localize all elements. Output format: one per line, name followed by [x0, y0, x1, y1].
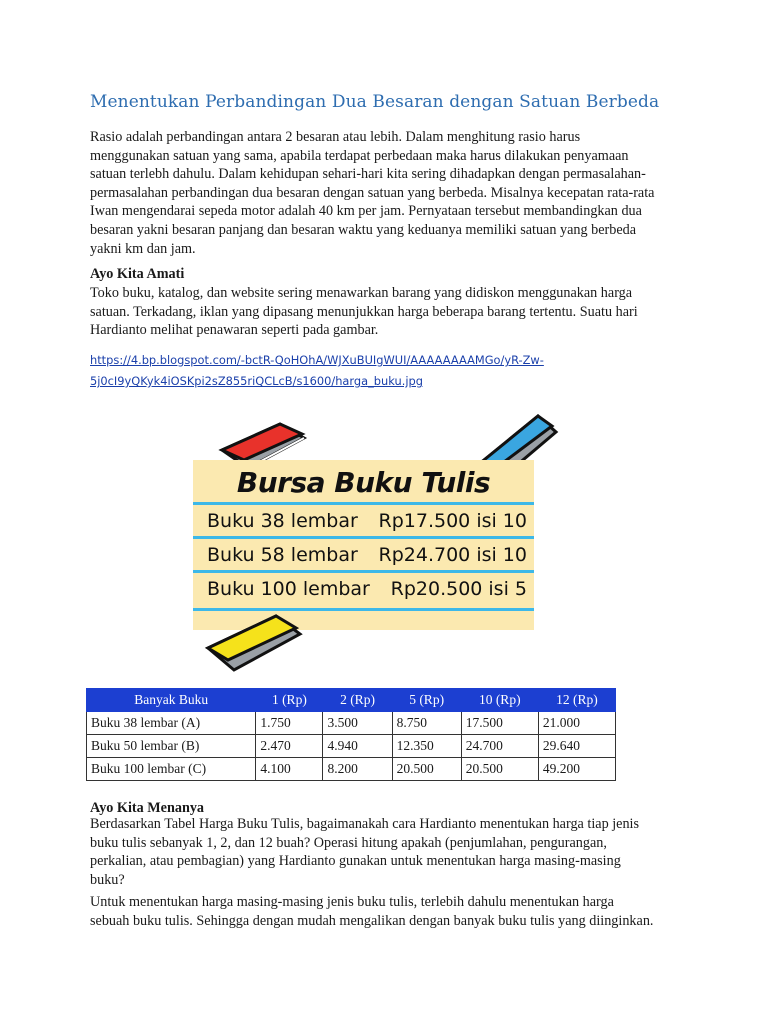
price-board: [193, 460, 534, 630]
column-header: 1 (Rp): [256, 689, 323, 712]
table-cell: 20.500: [392, 758, 461, 781]
table-cell: 3.500: [323, 712, 392, 735]
intro-line: satuan terlebh dahulu. Dalam kehidupan sehari-hari kita sering dihadapkan dengan permasalahan-: [90, 166, 646, 183]
table-cell: 8.200: [323, 758, 392, 781]
table-cell: Buku 38 lembar (A): [87, 712, 256, 735]
board-title: Bursa Buku Tulis: [236, 466, 491, 499]
table-cell: 49.200: [538, 758, 615, 781]
intro-line: permasalahan perbandingan dua besaran dengan satuan yang berbeda. Misalnya kecepatan rata-rata: [90, 184, 655, 201]
intro-line: Rasio adalah perbandingan antara 2 besaran atau lebih. Dalam menghitung rasio harus: [90, 129, 581, 145]
table-cell: 2.470: [256, 735, 323, 758]
table-cell: 29.640: [538, 735, 615, 758]
board-item-label: Buku 38 lembar: [207, 510, 358, 532]
table-row: [87, 712, 616, 735]
table-cell: 17.500: [461, 712, 538, 735]
amati-line: Toko buku, katalog, dan website sering menawarkan barang yang didiskon menggunakan harga: [90, 285, 633, 301]
amati-line: Hardianto melihat penawaran seperti pada gambar.: [90, 322, 379, 339]
menanya-line: buku?: [90, 871, 125, 888]
board-price-row: [207, 542, 527, 572]
column-header: 10 (Rp): [461, 689, 538, 712]
table-row: [87, 758, 616, 781]
table-row: [87, 735, 616, 758]
table-cell: 12.350: [392, 735, 461, 758]
column-header: Banyak Buku: [87, 689, 256, 712]
table-cell: 24.700: [461, 735, 538, 758]
table-header-row: [87, 689, 616, 712]
intro-line: yakni km dan jam.: [90, 240, 196, 257]
intro-line: Iwan mengendarai sepeda motor adalah 40 km per jam. Pernyataan tersebut membandingkan dua: [90, 203, 642, 220]
table-cell: 1.750: [256, 712, 323, 735]
table-cell: Buku 100 lembar (C): [87, 758, 256, 781]
image-source-link[interactable]: [90, 350, 710, 392]
conclusion-line: sebuah buku tulis. Sehingga dengan mudah mengalikan dengan banyak buku tulis yang diinginkan.: [90, 912, 654, 929]
table-cell: 4.940: [323, 735, 392, 758]
table-cell: Buku 50 lembar (B): [87, 735, 256, 758]
table-cell: 20.500: [461, 758, 538, 781]
amati-heading: Ayo Kita Amati: [90, 266, 185, 282]
yellow-book-icon: [204, 612, 304, 676]
board-price-label: Rp24.700 isi 10: [378, 544, 527, 566]
price-board-illustration: [190, 412, 550, 680]
link-line[interactable]: 5j0cI9yQKyk4iOSKpi2sZ855riQCLcB/s1600/harga_buku.jpg: [90, 374, 423, 388]
menanya-heading: Ayo Kita Menanya: [90, 800, 205, 816]
board-stripe: [193, 570, 534, 573]
link-line[interactable]: https://4.bp.blogspot.com/-bctR-QoHOhA/WJXuBUIgWUI/AAAAAAAAMGo/yR-Zw-: [90, 353, 544, 367]
amati-paragraph: [90, 284, 690, 340]
conclusion-paragraph: [90, 893, 690, 930]
table-cell: 8.750: [392, 712, 461, 735]
board-price-label: Rp17.500 isi 10: [378, 510, 527, 532]
menanya-line: buku tulis sebanyak 1, 2, dan 12 buah? Operasi hitung apakah (penjumlahan, pengurangan,: [90, 834, 607, 851]
conclusion-line: Untuk menentukan harga masing-masing jenis buku tulis, terlebih dahulu menentukan harga: [90, 894, 614, 910]
table-cell: 4.100: [256, 758, 323, 781]
intro-line: besaran yakni besaran panjang dan besaran waktu yang keduanya memiliki satuan yang berbeda: [90, 221, 637, 238]
table-cell: 21.000: [538, 712, 615, 735]
board-stripe: [193, 536, 534, 539]
intro-line: menggunakan satuan yang sama, apabila terdapat perbedaan maka harus dilakukan penyamaan: [90, 147, 629, 164]
menanya-line: Berdasarkan Tabel Harga Buku Tulis, bagaimanakah cara Hardianto menentukan harga tiap jenis: [90, 816, 640, 832]
page-title: Menentukan Perbandingan Dua Besaran dengan Satuan Berbeda: [90, 92, 660, 112]
board-item-label: Buku 100 lembar: [207, 578, 370, 600]
board-price-label: Rp20.500 isi 5: [390, 578, 527, 600]
board-item-label: Buku 58 lembar: [207, 544, 358, 566]
column-header: 5 (Rp): [392, 689, 461, 712]
price-table: [86, 688, 616, 781]
column-header: 2 (Rp): [323, 689, 392, 712]
board-stripe: [193, 502, 534, 505]
amati-line: satuan. Terkadang, iklan yang dipasang menunjukkan harga beberapa barang tertentu. Suatu hari: [90, 303, 638, 320]
board-price-row: [207, 576, 527, 606]
menanya-line: perkalian, atau pembagian) yang Hardianto gunakan untuk menentukan harga masing-masing: [90, 853, 621, 870]
board-stripe: [193, 608, 534, 611]
menanya-paragraph: [90, 815, 690, 889]
intro-paragraph: [90, 128, 690, 258]
column-header: 12 (Rp): [538, 689, 615, 712]
board-price-row: [207, 508, 527, 538]
